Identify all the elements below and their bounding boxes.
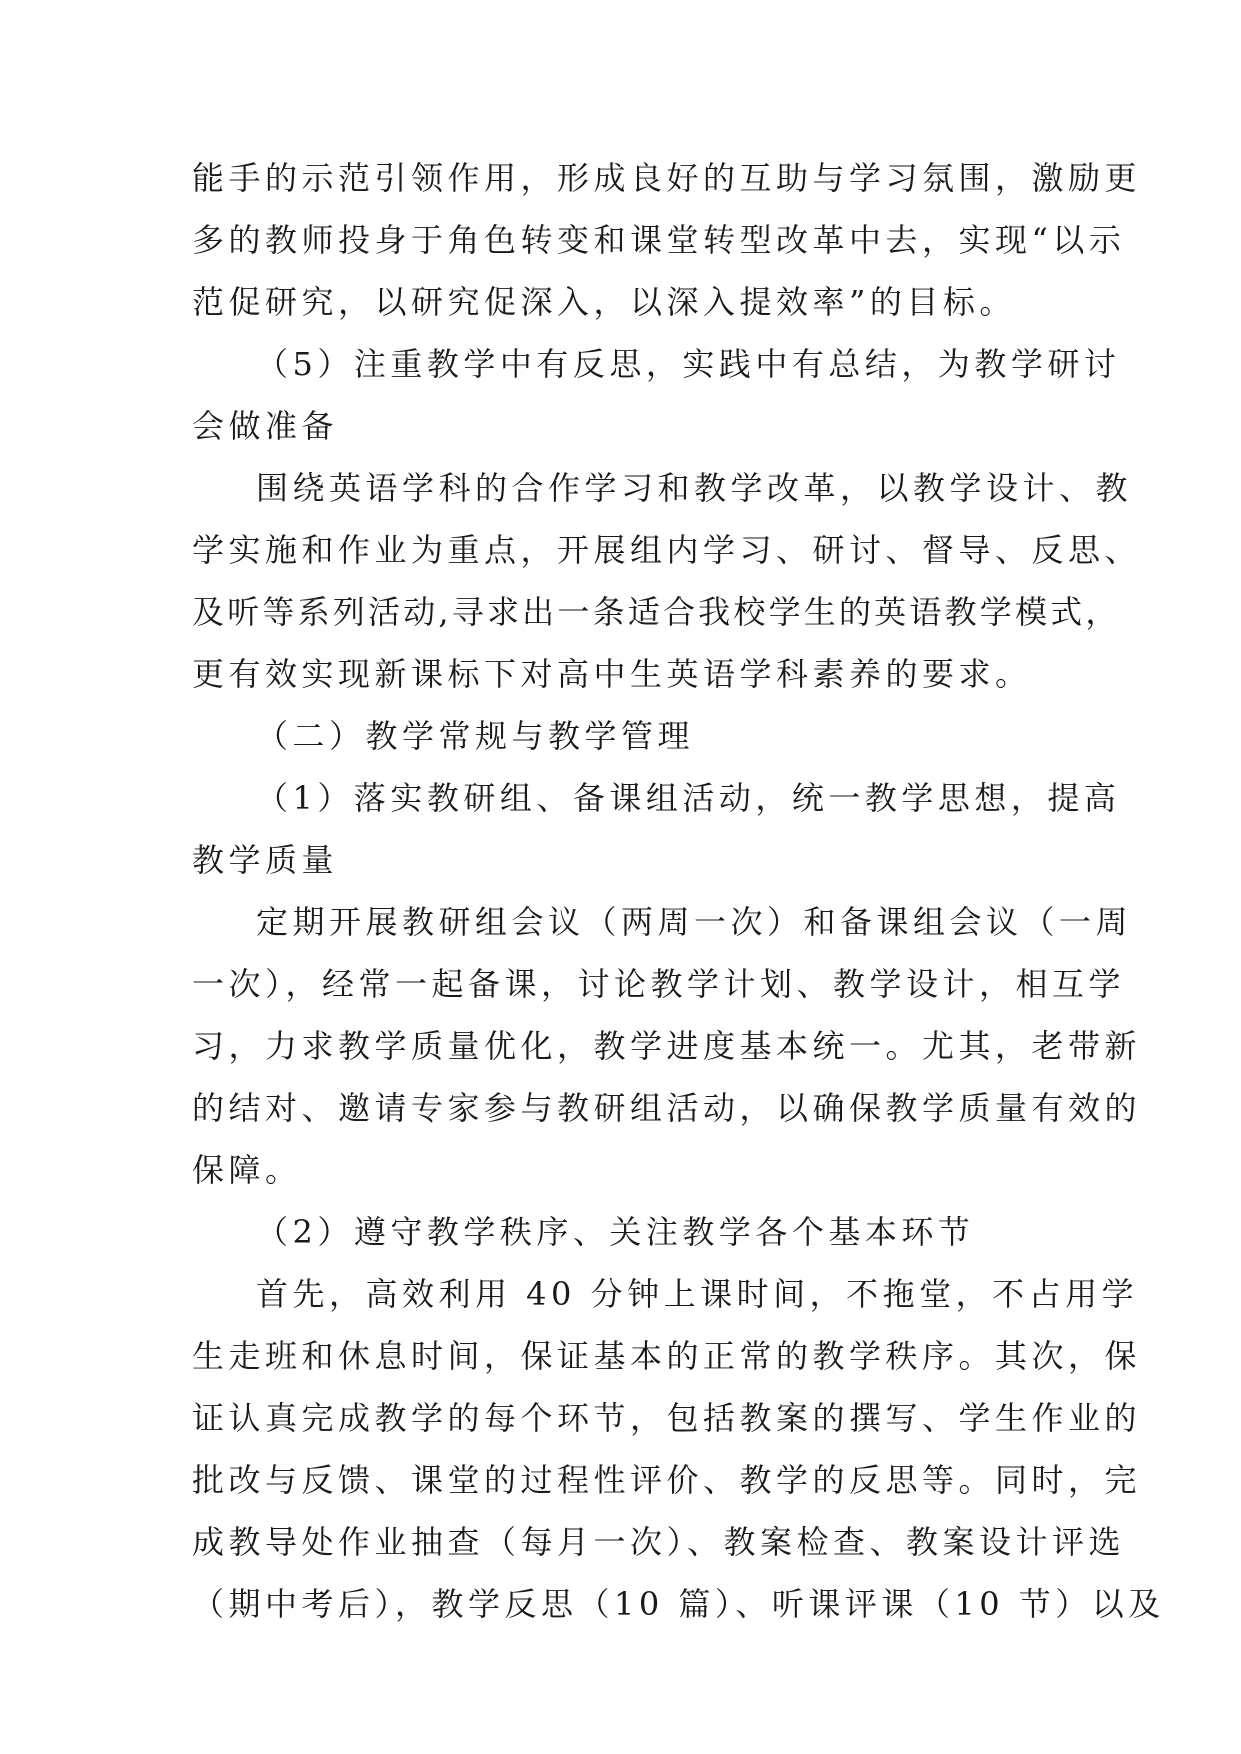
body-text-line: 定期开展教研组会议（两周一次）和备课组会议（一周 — [256, 903, 1133, 941]
body-text-line: 学实施和作业为重点，开展组内学习、研讨、督导、反思、 — [192, 531, 1142, 569]
body-text-line: 习，力求教学质量优化，教学进度基本统一。尤其，老带新 — [192, 1027, 1142, 1065]
body-text-line: 首先，高效利用 40 分钟上课时间，不拖堂，不占用学 — [256, 1275, 1139, 1313]
body-text-line: 围绕英语学科的合作学习和教学改革，以教学设计、教 — [256, 469, 1133, 507]
body-text-line: （期中考后），教学反思（10 篇）、听课评课（10 节）以及 — [192, 1585, 1165, 1623]
body-text-line: 能手的示范引领作用，形成良好的互助与学习氛围，激励更 — [192, 159, 1142, 197]
body-text-line: 更有效实现新课标下对高中生英语学科素养的要求。 — [192, 655, 1032, 693]
section-heading: （二）教学常规与教学管理 — [256, 717, 695, 755]
subheading-line: 教学质量 — [192, 841, 339, 879]
subheading-line: 会做准备 — [192, 407, 339, 445]
subheading-line: （2）遵守教学秩序、关注教学各个基本环节 — [256, 1213, 975, 1251]
body-text-line: 范促研究，以研究促深入，以深入提效率”的目标。 — [192, 283, 1016, 321]
body-text-line: 成教导处作业抽查（每月一次）、教案检查、教案设计评选 — [192, 1523, 1126, 1561]
body-text-line: 的结对、邀请专家参与教研组活动，以确保教学质量有效的 — [192, 1089, 1142, 1127]
body-text-line: 多的教师投身于角色转变和课堂转型改革中去，实现“以示 — [192, 221, 1126, 259]
subheading-line: （1）落实教研组、备课组活动，统一教学思想，提高 — [256, 779, 1121, 817]
body-text-line: 及听等系列活动,寻求出一条适合我校学生的英语教学模式， — [192, 593, 1121, 631]
body-text-line: 一次），经常一起备课，讨论教学计划、教学设计，相互学 — [192, 965, 1126, 1003]
subheading-line: （5）注重教学中有反思，实践中有总结，为教学研讨 — [256, 345, 1121, 383]
body-text-line: 保障。 — [192, 1151, 302, 1189]
body-text-line: 生走班和休息时间，保证基本的正常的教学秩序。其次，保 — [192, 1337, 1142, 1375]
body-text-line: 批改与反馈、课堂的过程性评价、教学的反思等。同时，完 — [192, 1461, 1142, 1499]
body-text-line: 证认真完成教学的每个环节，包括教案的撰写、学生作业的 — [192, 1399, 1142, 1437]
